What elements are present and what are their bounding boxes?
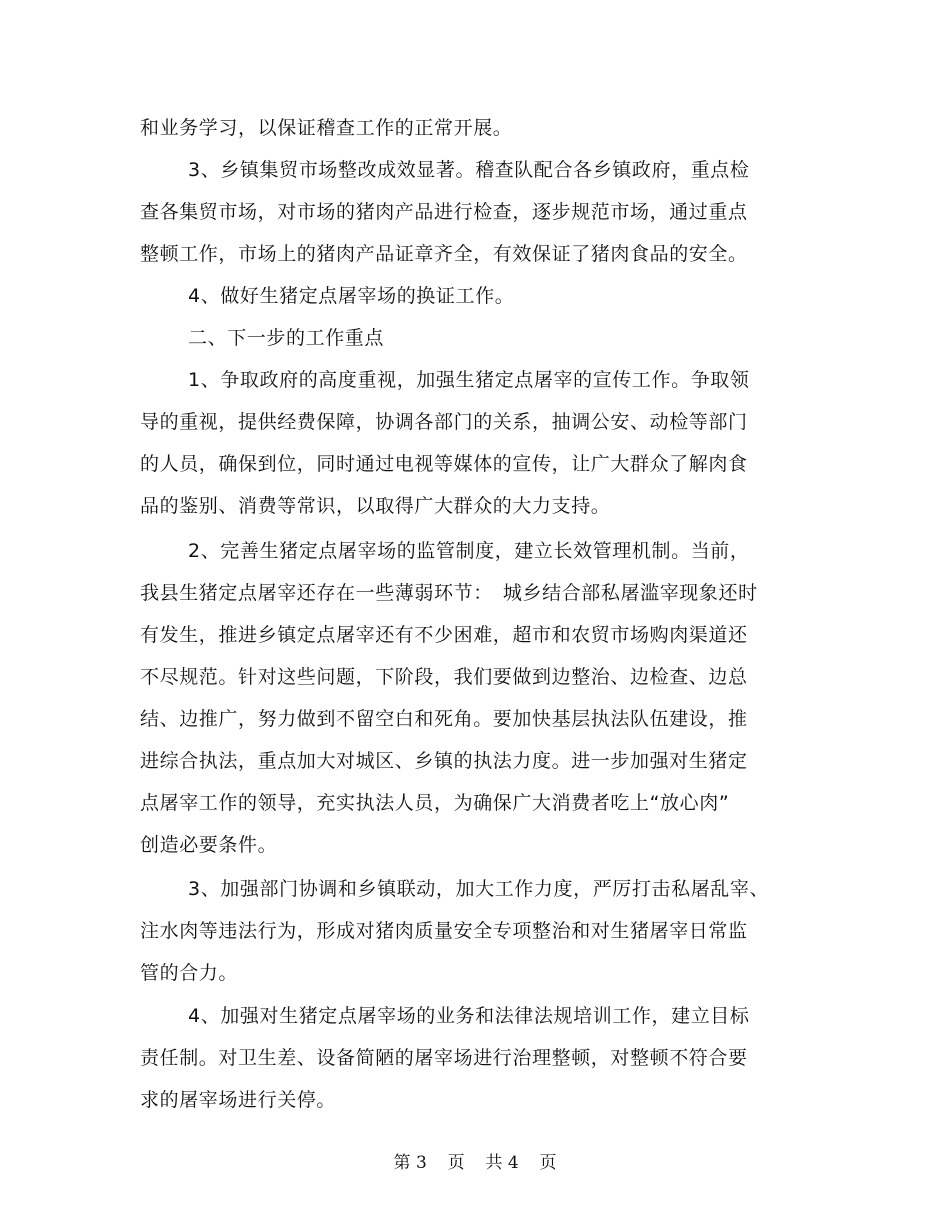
text-line: 品的鉴别、消费等常识，以取得广大群众的大力支持。 <box>140 495 611 517</box>
text-line: 我县生猪定点屠宰还存在一些薄弱环节： 城乡结合部私屠滥宰现象还时 <box>140 582 758 604</box>
text-line: 点屠宰工作的领导，充实执法人员，为确保广大消费者吃上“放心肉” <box>140 792 730 814</box>
footer-prefix: 第 <box>393 1153 411 1173</box>
text-line: 创造必要条件。 <box>140 834 278 856</box>
text-line: 3、加强部门协调和乡镇联动，加大工作力度，严厉打击私屠乱宰、 <box>188 878 770 900</box>
text-line: 整顿工作，市场上的猪肉产品证章齐全，有效保证了猪肉食品的安全。 <box>140 243 748 265</box>
text-line: 求的屠宰场进行关停。 <box>140 1089 337 1111</box>
total-page-number: 4 <box>507 1153 519 1173</box>
footer-suffix: 页 <box>539 1153 557 1173</box>
text-line: 管的合力。 <box>140 962 239 984</box>
text-line: 有发生，推进乡镇定点屠宰还有不少困难，超市和农贸市场购肉渠道还 <box>140 624 748 646</box>
footer-total-word: 共 <box>485 1153 503 1173</box>
text-line: 不尽规范。针对这些问题，下阶段，我们要做到边整治、边检查、边总 <box>140 666 748 688</box>
page-footer <box>0 1151 950 1175</box>
current-page-number: 3 <box>415 1153 427 1173</box>
text-line: 结、边推广，努力做到不留空白和死角。要加快基层执法队伍建设，推 <box>140 708 748 730</box>
text-line: 责任制。对卫生差、设备简陋的屠宰场进行治理整顿，对整顿不符合要 <box>140 1047 748 1069</box>
text-line: 1、争取政府的高度重视，加强生猪定点屠宰的宣传工作。争取领 <box>188 369 750 391</box>
text-line: 查各集贸市场，对市场的猪肉产品进行检查，逐步规范市场，通过重点 <box>140 201 748 223</box>
text-line: 和业务学习，以保证稽查工作的正常开展。 <box>140 117 513 139</box>
text-line: 3、乡镇集贸市场整改成效显著。稽查队配合各乡镇政府，重点检 <box>188 159 750 181</box>
text-line: 导的重视，提供经费保障，协调各部门的关系，抽调公安、动检等部门 <box>140 411 748 433</box>
text-line: 注水肉等违法行为，形成对猪肉质量安全专项整治和对生猪屠宰日常监 <box>140 920 748 942</box>
text-line: 进综合执法，重点加大对城区、乡镇的执法力度。进一步加强对生猪定 <box>140 750 748 772</box>
text-line: 2、完善生猪定点屠宰场的监管制度，建立长效管理机制。当前， <box>188 540 750 562</box>
text-line: 4、做好生猪定点屠宰场的换证工作。 <box>188 285 515 307</box>
section-heading: 二、下一步的工作重点 <box>188 327 385 349</box>
text-line: 4、加强对生猪定点屠宰场的业务和法律法规培训工作，建立目标 <box>188 1005 750 1027</box>
footer-page-word: 页 <box>447 1153 465 1173</box>
text-line: 的人员，确保到位，同时通过电视等媒体的宣传，让广大群众了解肉食 <box>140 453 748 475</box>
